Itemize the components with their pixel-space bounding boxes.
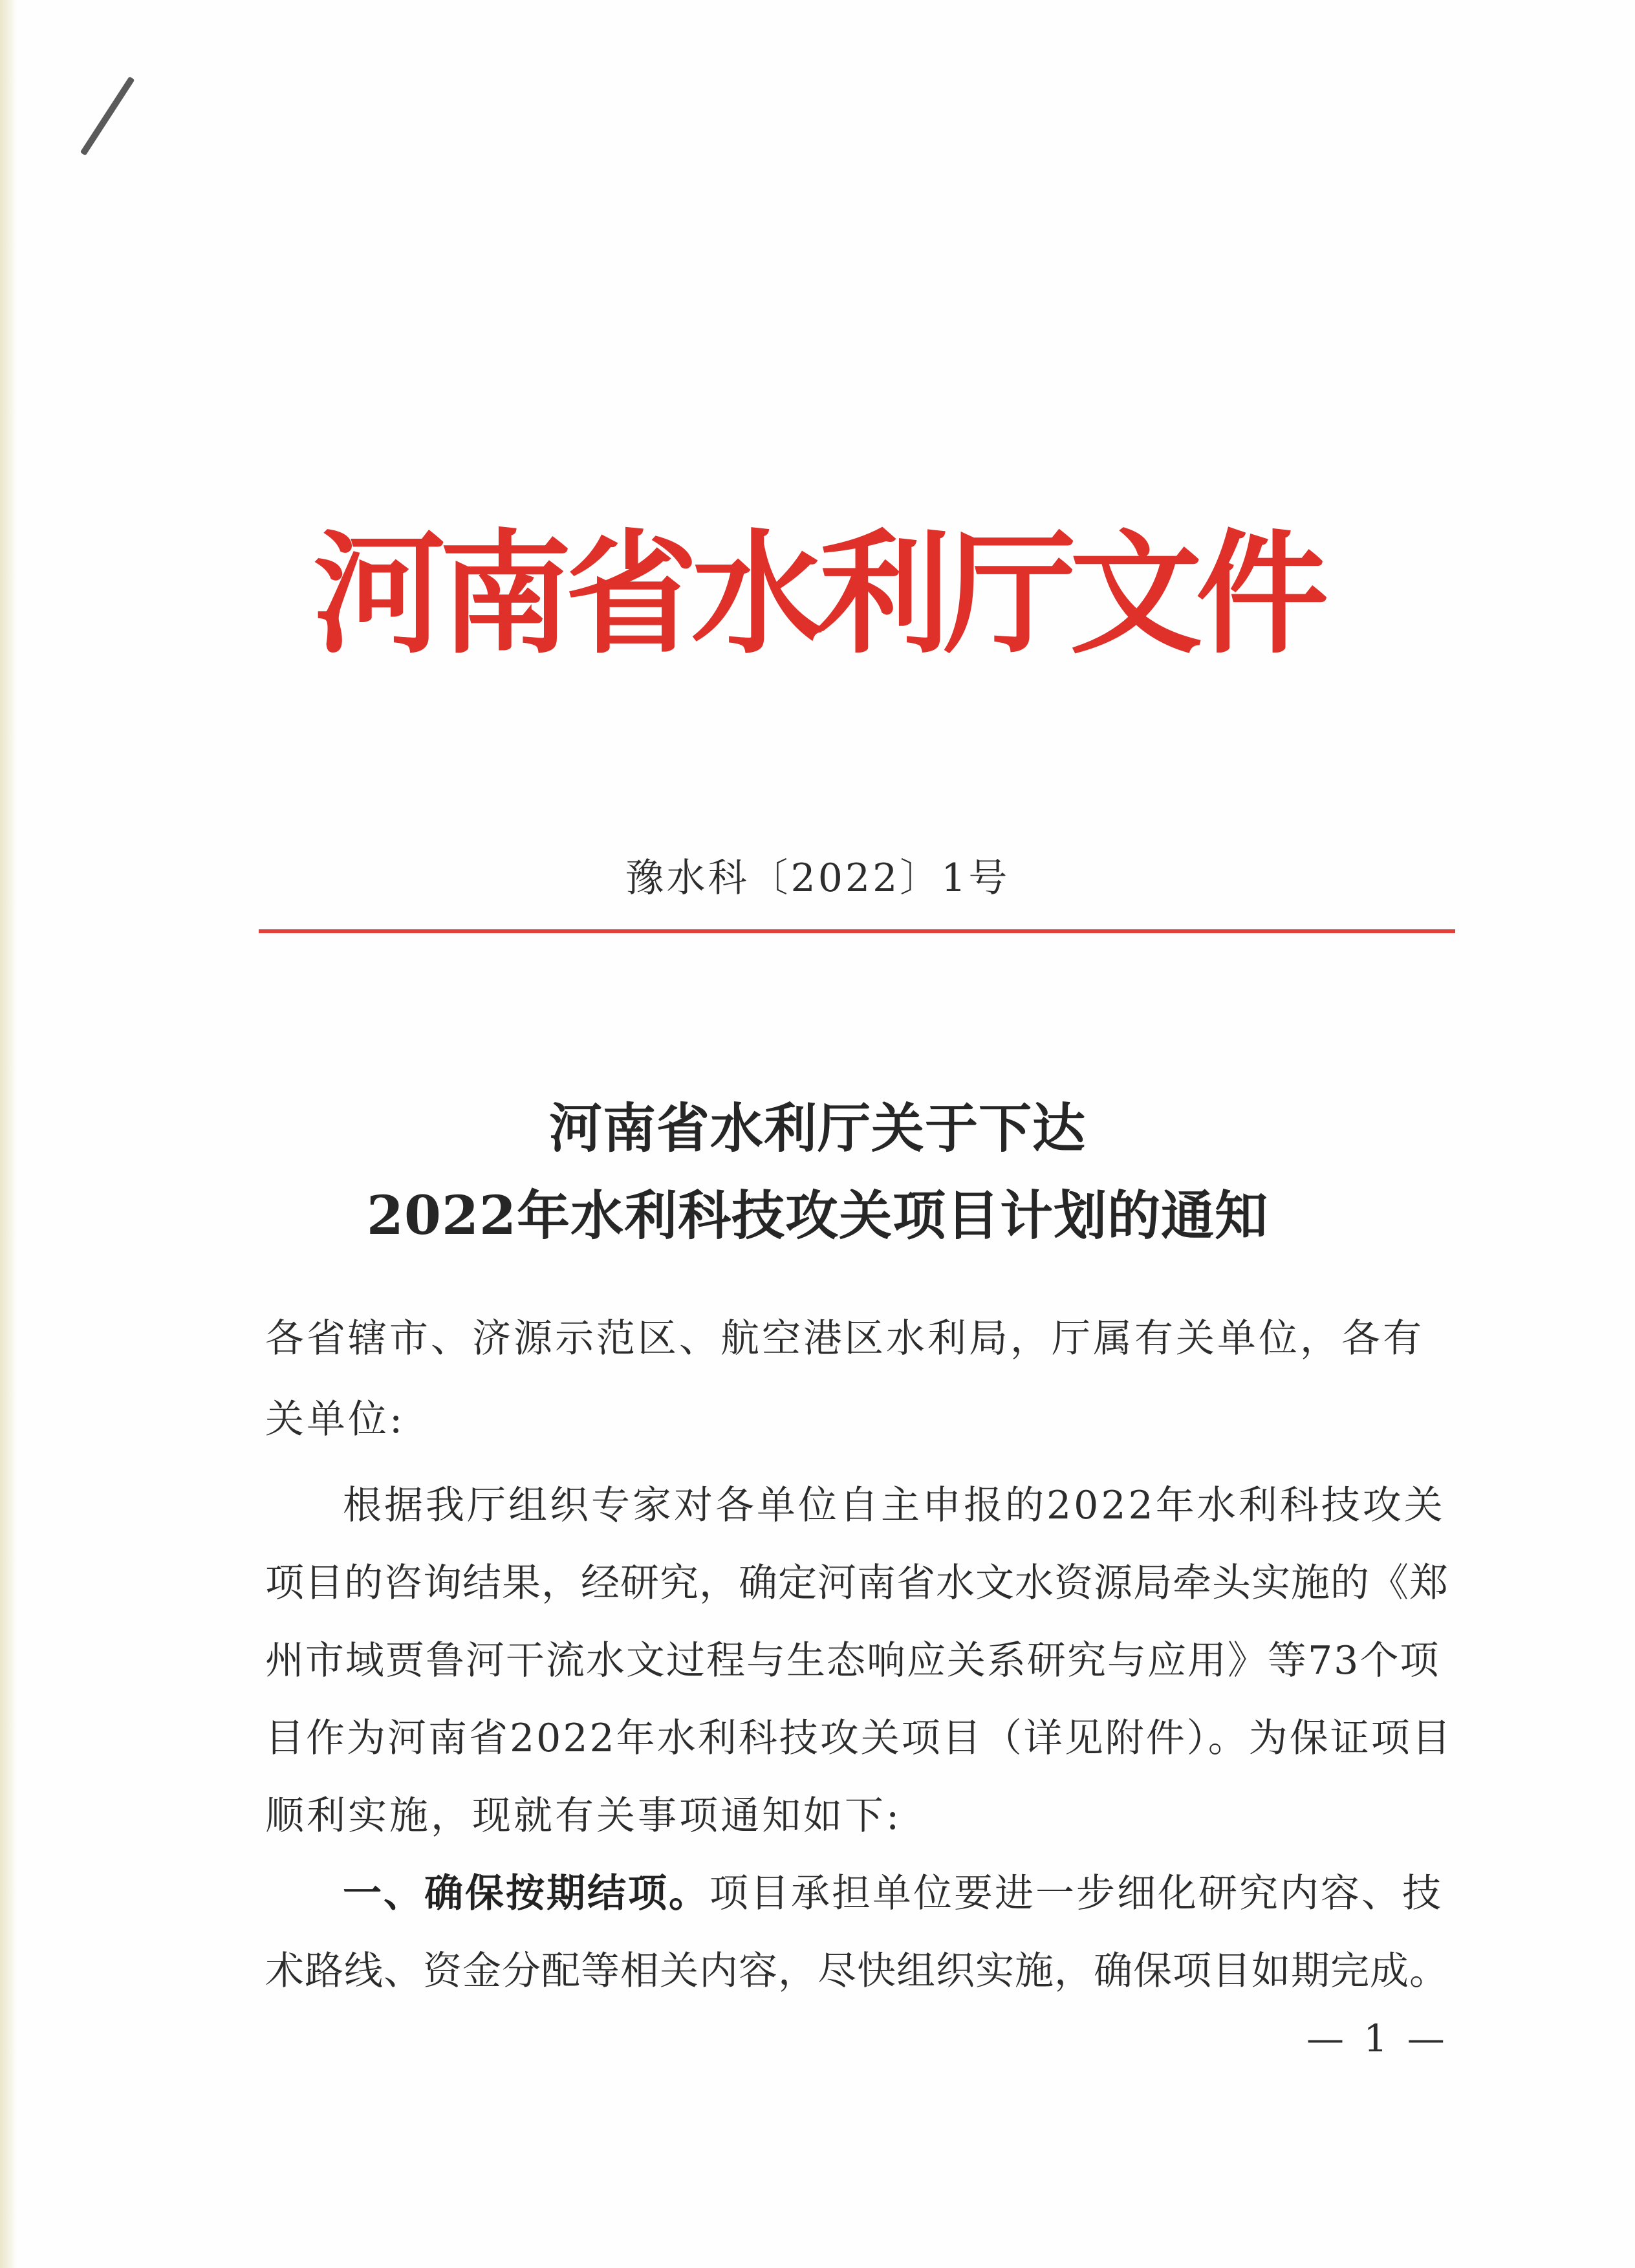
item-1-line-1-text: 项目承担单位要进一步细化研究内容、技: [709, 1871, 1443, 1916]
paragraph-1-line-3: 州市域贾鲁河干流水文过程与生态响应关系研究与应用》等73个项: [265, 1638, 1440, 1683]
agency-document-title: 河南省水利厅文件: [313, 518, 1322, 672]
paragraph-1-line-4: 目作为河南省2022年水利科技攻关项目（详见附件）。为保证项目: [265, 1716, 1453, 1761]
notice-title-line-1: 河南省水利厅关于下达: [548, 1097, 1086, 1160]
page-number: — 1 —: [1306, 2016, 1449, 2060]
document-number: 豫水科〔2022〕1号: [625, 856, 1010, 901]
item-1-line-2: 术路线、资金分配等相关内容，尽快组织实施，确保项目如期完成。: [265, 1949, 1449, 1994]
item-1-heading: 一、确保按期结项。: [343, 1871, 709, 1916]
red-divider-line: [259, 929, 1455, 933]
paragraph-1-line-1: 根据我厅组织专家对各单位自主申报的2022年水利科技攻关: [343, 1483, 1446, 1528]
addressee-line-1: 各省辖市、济源示范区、航空港区水利局，厅属有关单位，各有: [265, 1316, 1424, 1361]
item-1-line-1: [343, 1868, 1455, 1919]
paragraph-1-line-2: 项目的咨询结果，经研究，确定河南省水文水资源局牵头实施的《郑: [265, 1561, 1449, 1606]
paragraph-1-line-5: 顺利实施，现就有关事项通知如下:: [265, 1793, 902, 1839]
pen-mark: [80, 76, 135, 156]
addressee-line-2: 关单位:: [265, 1397, 406, 1442]
notice-title-line-2: 2022年水利科技攻关项目计划的通知: [366, 1185, 1269, 1247]
